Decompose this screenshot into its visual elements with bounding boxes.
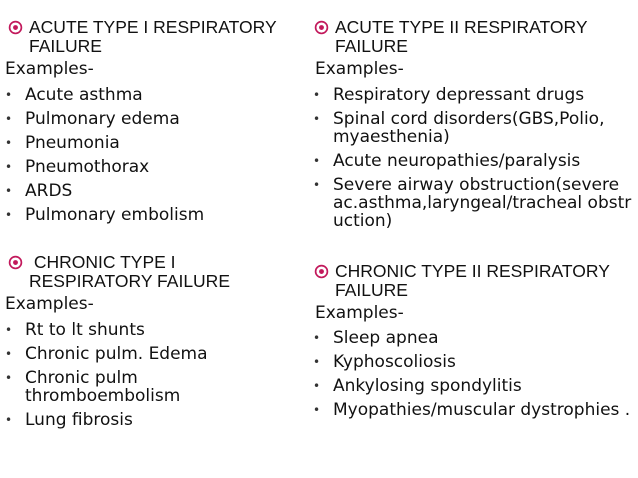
examples-label: Examples- <box>315 303 404 323</box>
list-item: • Severe airway obstruction(severe ac.asthma,laryngeal/tracheal obstruction) <box>313 175 632 231</box>
list-item: • Kyphoscoliosis <box>313 352 456 372</box>
circled-dot-icon <box>8 20 23 35</box>
list-item: • Acute neuropathies/paralysis <box>313 151 581 171</box>
examples-label: Examples- <box>5 59 94 79</box>
heading-acute-type-2 <box>312 18 592 56</box>
list-item: • Pneumothorax <box>5 157 150 177</box>
circled-dot-icon <box>8 255 23 270</box>
circled-dot-icon <box>314 20 329 35</box>
list-item: • Lung fibrosis <box>5 410 133 430</box>
list-item: • Myopathies/muscular dystrophies . <box>313 400 631 420</box>
heading-text: ACUTE TYPE II RESPIRATORY FAILURE <box>335 17 588 56</box>
heading-text: CHRONIC TYPE II RESPIRATORY FAILURE <box>335 261 610 300</box>
heading-chronic-type-1 <box>6 253 296 291</box>
list-item: • Pulmonary embolism <box>5 205 205 225</box>
list-item: • Spinal cord disorders(GBS,Polio, myaesthenia) <box>313 109 605 147</box>
heading-chronic-type-2 <box>312 262 612 300</box>
circled-dot-icon <box>314 264 329 279</box>
list-item: • Chronic pulm. Edema <box>5 344 208 364</box>
list-item: • ARDS <box>5 181 73 201</box>
heading-acute-type-1 <box>6 18 296 56</box>
list-item: • Sleep apnea <box>313 328 439 348</box>
list-item: • Acute asthma <box>5 85 143 105</box>
list-item: • Chronic pulm thromboembolism <box>5 368 181 406</box>
examples-label: Examples- <box>315 59 404 79</box>
list-item: • Respiratory depressant drugs <box>313 85 585 105</box>
examples-label: Examples- <box>5 294 94 314</box>
list-item: • Pulmonary edema <box>5 109 180 129</box>
list-item: • Rt to lt shunts <box>5 320 145 340</box>
heading-text: ACUTE TYPE I RESPIRATORY FAILURE <box>29 17 277 56</box>
heading-text: CHRONIC TYPE I RESPIRATORY FAILURE <box>29 252 230 291</box>
list-item: • Pneumonia <box>5 133 120 153</box>
list-item: • Ankylosing spondylitis <box>313 376 522 396</box>
